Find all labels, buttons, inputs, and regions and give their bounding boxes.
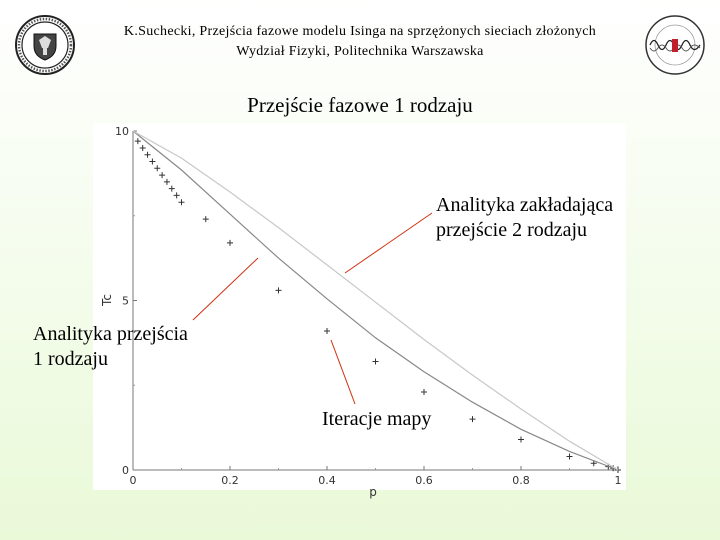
y-tick-label: 5 (122, 294, 129, 308)
annotation-first-order-line-2: 1 rodzaju (33, 348, 108, 370)
header-line-2: Wydział Fizyki, Politechnika Warszawska (236, 44, 484, 59)
annotation-second-order (436, 193, 613, 243)
x-axis-label: p (369, 485, 377, 499)
annotation-iterations (322, 407, 431, 432)
header-line-1: K.Suchecki, Przejścia fazowe modelu Isinga na sprzężonych sieciach złożonych (123, 24, 597, 39)
x-tick-label: 0.8 (512, 474, 530, 487)
x-tick-label: 0.6 (415, 474, 433, 487)
x-tick-label: 0.2 (221, 474, 239, 487)
plot-background (93, 123, 626, 490)
annotation-first-order (33, 322, 188, 372)
x-tick-label: 0.4 (318, 474, 336, 487)
y-axis-label: Tc (100, 294, 114, 306)
slide-title: Przejście fazowe 1 rodzaju (247, 93, 473, 117)
annotation-first-order-line-1: Analityka przejścia (33, 323, 188, 345)
y-tick-label: 0 (122, 464, 129, 477)
annotation-second-order-line-1: Analityka zakładająca (436, 194, 614, 216)
annotation-iterations-line-1: Iteracje mapy (322, 408, 432, 430)
annotation-second-order-line-2: przejście 2 rodzaju (436, 219, 588, 241)
x-tick-label: 1 (614, 474, 622, 487)
x-tick-label: 0 (129, 474, 137, 487)
y-tick-label: 10 (115, 125, 129, 138)
